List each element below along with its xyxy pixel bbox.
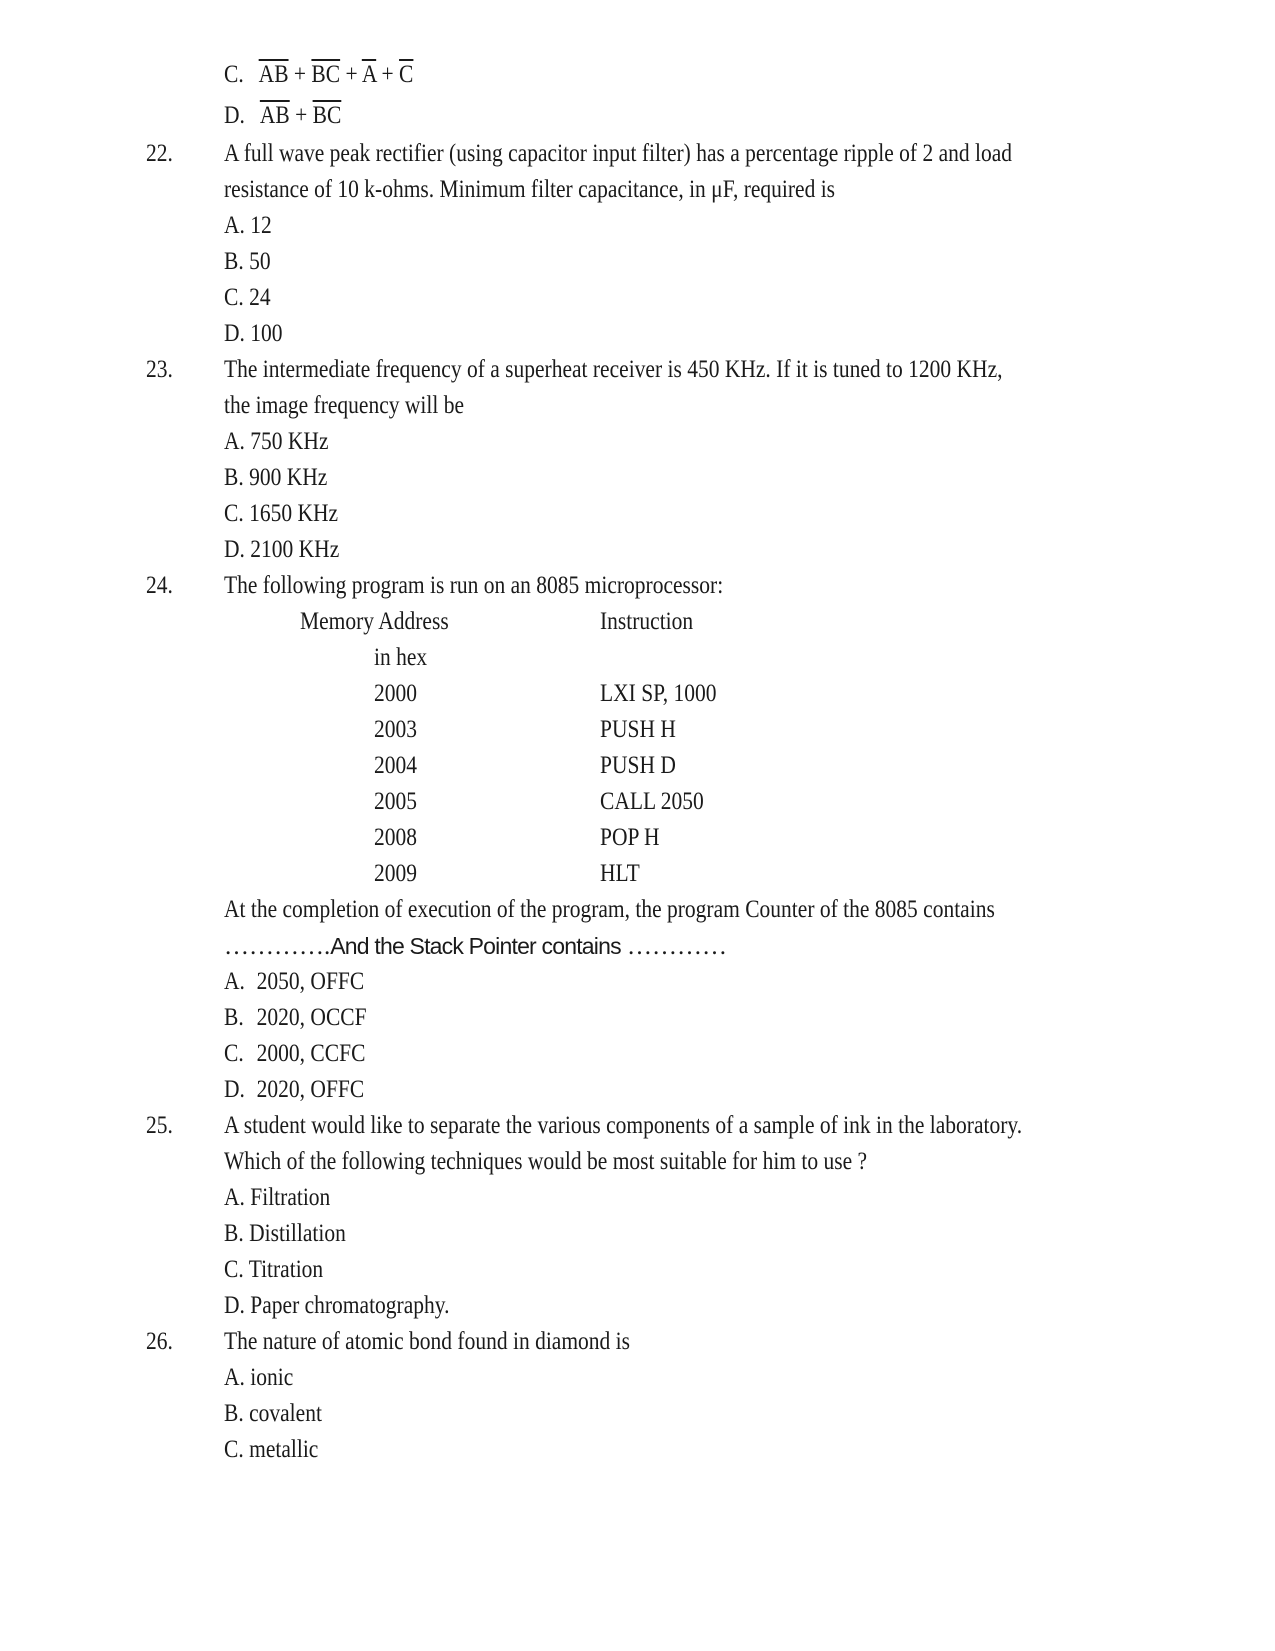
option-label: C. — [224, 61, 244, 88]
question-text: The intermediate frequency of a superheat receiver is 450 KHz. If it is tuned to 1200 KHz, — [224, 356, 1003, 383]
table-cell-instruction: CALL 2050 — [600, 788, 704, 815]
table-header-address: Memory Address — [300, 608, 449, 635]
question-number: 23. — [146, 356, 173, 383]
table-cell-instruction: PUSH H — [600, 716, 676, 743]
fill-in-blank-line — [224, 928, 727, 965]
table-cell-address: 2005 — [374, 788, 417, 815]
prev-option-c — [224, 57, 413, 93]
question-number: 25. — [146, 1112, 173, 1139]
option: D. 2100 KHz — [224, 536, 340, 563]
blank-text: And the Stack Pointer contains — [330, 933, 621, 959]
option-label: A. — [224, 968, 245, 995]
option: C. Titration — [224, 1256, 324, 1283]
term: $\overline{C}$ — [399, 61, 414, 88]
table-cell-instruction: LXI SP, 1000 — [600, 680, 717, 707]
option-value: 2020, OFFC — [256, 1076, 365, 1103]
option — [224, 1036, 365, 1072]
term: $\overline{BC}$ — [311, 61, 341, 88]
question-number: 26. — [146, 1328, 173, 1355]
option-label: D. — [224, 1076, 245, 1103]
table-cell-instruction: HLT — [600, 860, 640, 887]
option: B. covalent — [224, 1400, 322, 1427]
question-text: resistance of 10 k-ohms. Minimum filter capacitance, in μF, required is — [224, 176, 836, 203]
table-cell-address: 2003 — [374, 716, 417, 743]
option: D. Paper chromatography. — [224, 1292, 450, 1319]
plus: + — [345, 61, 358, 88]
table-cell-instruction: PUSH D — [600, 752, 676, 779]
option-label: B. — [224, 1004, 244, 1031]
table-cell-address: 2000 — [374, 680, 417, 707]
option-label: D. — [224, 102, 245, 129]
option: B. 50 — [224, 248, 271, 275]
option-label: C. — [224, 1040, 244, 1067]
option: B. Distillation — [224, 1220, 346, 1247]
question-text: A full wave peak rectifier (using capacitor input filter) has a percentage ripple of 2 and load — [224, 140, 1013, 167]
plus: + — [295, 102, 308, 129]
table-header-instruction: Instruction — [600, 608, 694, 635]
option-value: 2050, OFFC — [256, 968, 365, 995]
prev-option-d — [224, 98, 341, 134]
option: A. 12 — [224, 212, 272, 239]
question-text: The following program is run on an 8085 microprocessor: — [224, 572, 724, 599]
option: D. 100 — [224, 320, 283, 347]
term: $\overline{A}$ — [361, 61, 377, 88]
option: B. 900 KHz — [224, 464, 328, 491]
question-text: At the completion of execution of the program, the program Counter of the 8085 contains — [224, 896, 995, 923]
question-text: Which of the following techniques would be most suitable for him to use ? — [224, 1148, 868, 1175]
table-cell-instruction: POP H — [600, 824, 660, 851]
table-subheader: in hex — [374, 644, 428, 671]
blank-dots: …………. — [224, 933, 331, 960]
option: A. 750 KHz — [224, 428, 329, 455]
option-value: 2000, CCFC — [256, 1040, 366, 1067]
option: A. ionic — [224, 1364, 294, 1391]
question-text: the image frequency will be — [224, 392, 464, 419]
term: $\overline{AB}$ — [259, 102, 290, 129]
option: C. 24 — [224, 284, 271, 311]
question-number: 24. — [146, 572, 173, 599]
plus: + — [293, 61, 307, 88]
plus: + — [381, 61, 394, 88]
option-value: 2020, OCCF — [256, 1004, 367, 1031]
option: C. metallic — [224, 1436, 319, 1463]
term: $\overline{BC}$ — [312, 102, 342, 129]
table-cell-address: 2009 — [374, 860, 417, 887]
option — [224, 1000, 367, 1036]
option — [224, 1072, 364, 1108]
question-text: A student would like to separate the various components of a sample of ink in the laboratory. — [224, 1112, 1023, 1139]
option — [224, 964, 364, 1000]
term: $\overline{AB}$ — [258, 61, 289, 88]
option: C. 1650 KHz — [224, 500, 339, 527]
blank-dots: ………… — [627, 933, 728, 960]
question-number: 22. — [146, 140, 173, 167]
option: A. Filtration — [224, 1184, 331, 1211]
question-text: The nature of atomic bond found in diamond is — [224, 1328, 631, 1355]
table-cell-address: 2008 — [374, 824, 417, 851]
table-cell-address: 2004 — [374, 752, 417, 779]
